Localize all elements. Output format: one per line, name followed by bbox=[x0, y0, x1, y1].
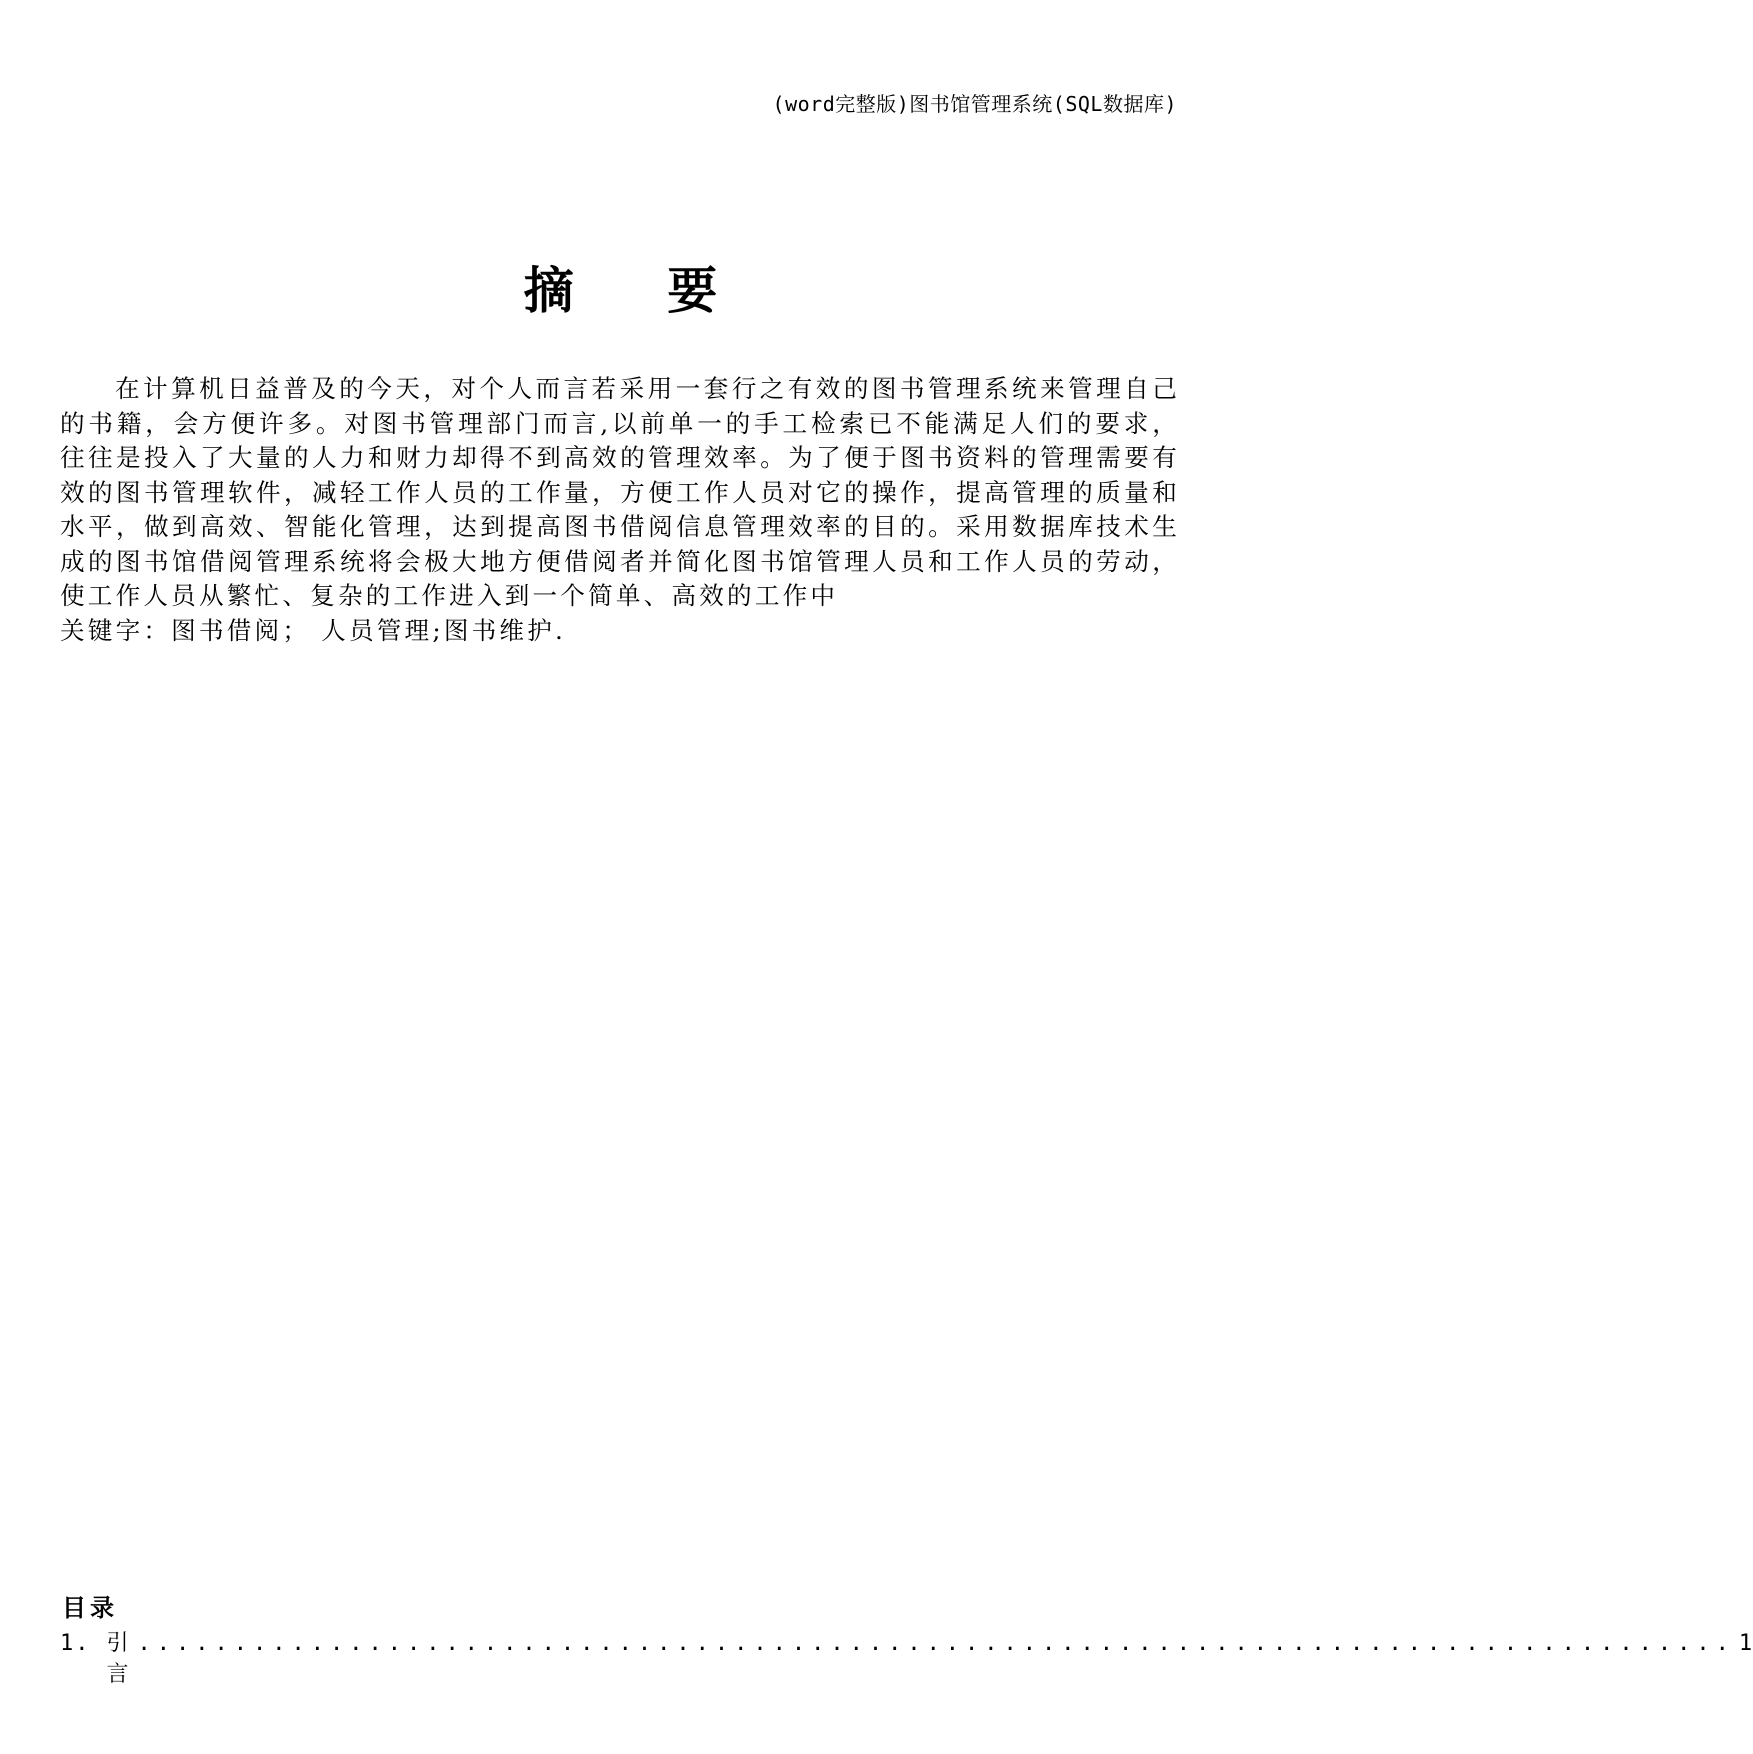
toc-title: 目录 bbox=[62, 1594, 118, 1622]
toc-entry-number: 1. bbox=[60, 1631, 91, 1656]
abstract-body bbox=[60, 372, 1180, 648]
toc-entry-page: 1 bbox=[1738, 1631, 1753, 1656]
abstract-paragraph: 在计算机日益普及的今天，对个人而言若采用一套行之有效的图书管理系统来管理自己的书籍，会方便许多。对图书管理部门而言,以前单一的手工检索已不能满足人们的要求，往往是投入了大量的人力和财力却得不到高效的管理效率。为了便于图书资料的管理需要有效的图书管理软件，减轻工作人员的工作量，方便工作人员对它的操作，提高管理的质量和水平，做到高效、智能化管理，达到提高图书借阅信息管理效率的目的。采用数据库技术生成的图书馆借阅管理系统将会极大地方便借阅者并简化图书馆管理人员和工作人员的劳动，使工作人员从繁忙、复杂的工作进入到一个简单、高效的工作中 bbox=[60, 374, 1180, 610]
abstract-title: 摘 要 bbox=[523, 262, 756, 320]
toc-dot-leader: ................................................................................... bbox=[137, 1631, 1735, 1656]
toc-entry[interactable] bbox=[60, 1626, 1753, 1688]
keywords-line: 关键字：图书借阅； 人员管理;图书维护. bbox=[60, 615, 567, 645]
toc-entry-label[interactable]: 引言 bbox=[106, 1631, 132, 1687]
running-header: (word完整版)图书馆管理系统(SQL数据库) bbox=[772, 92, 1177, 116]
